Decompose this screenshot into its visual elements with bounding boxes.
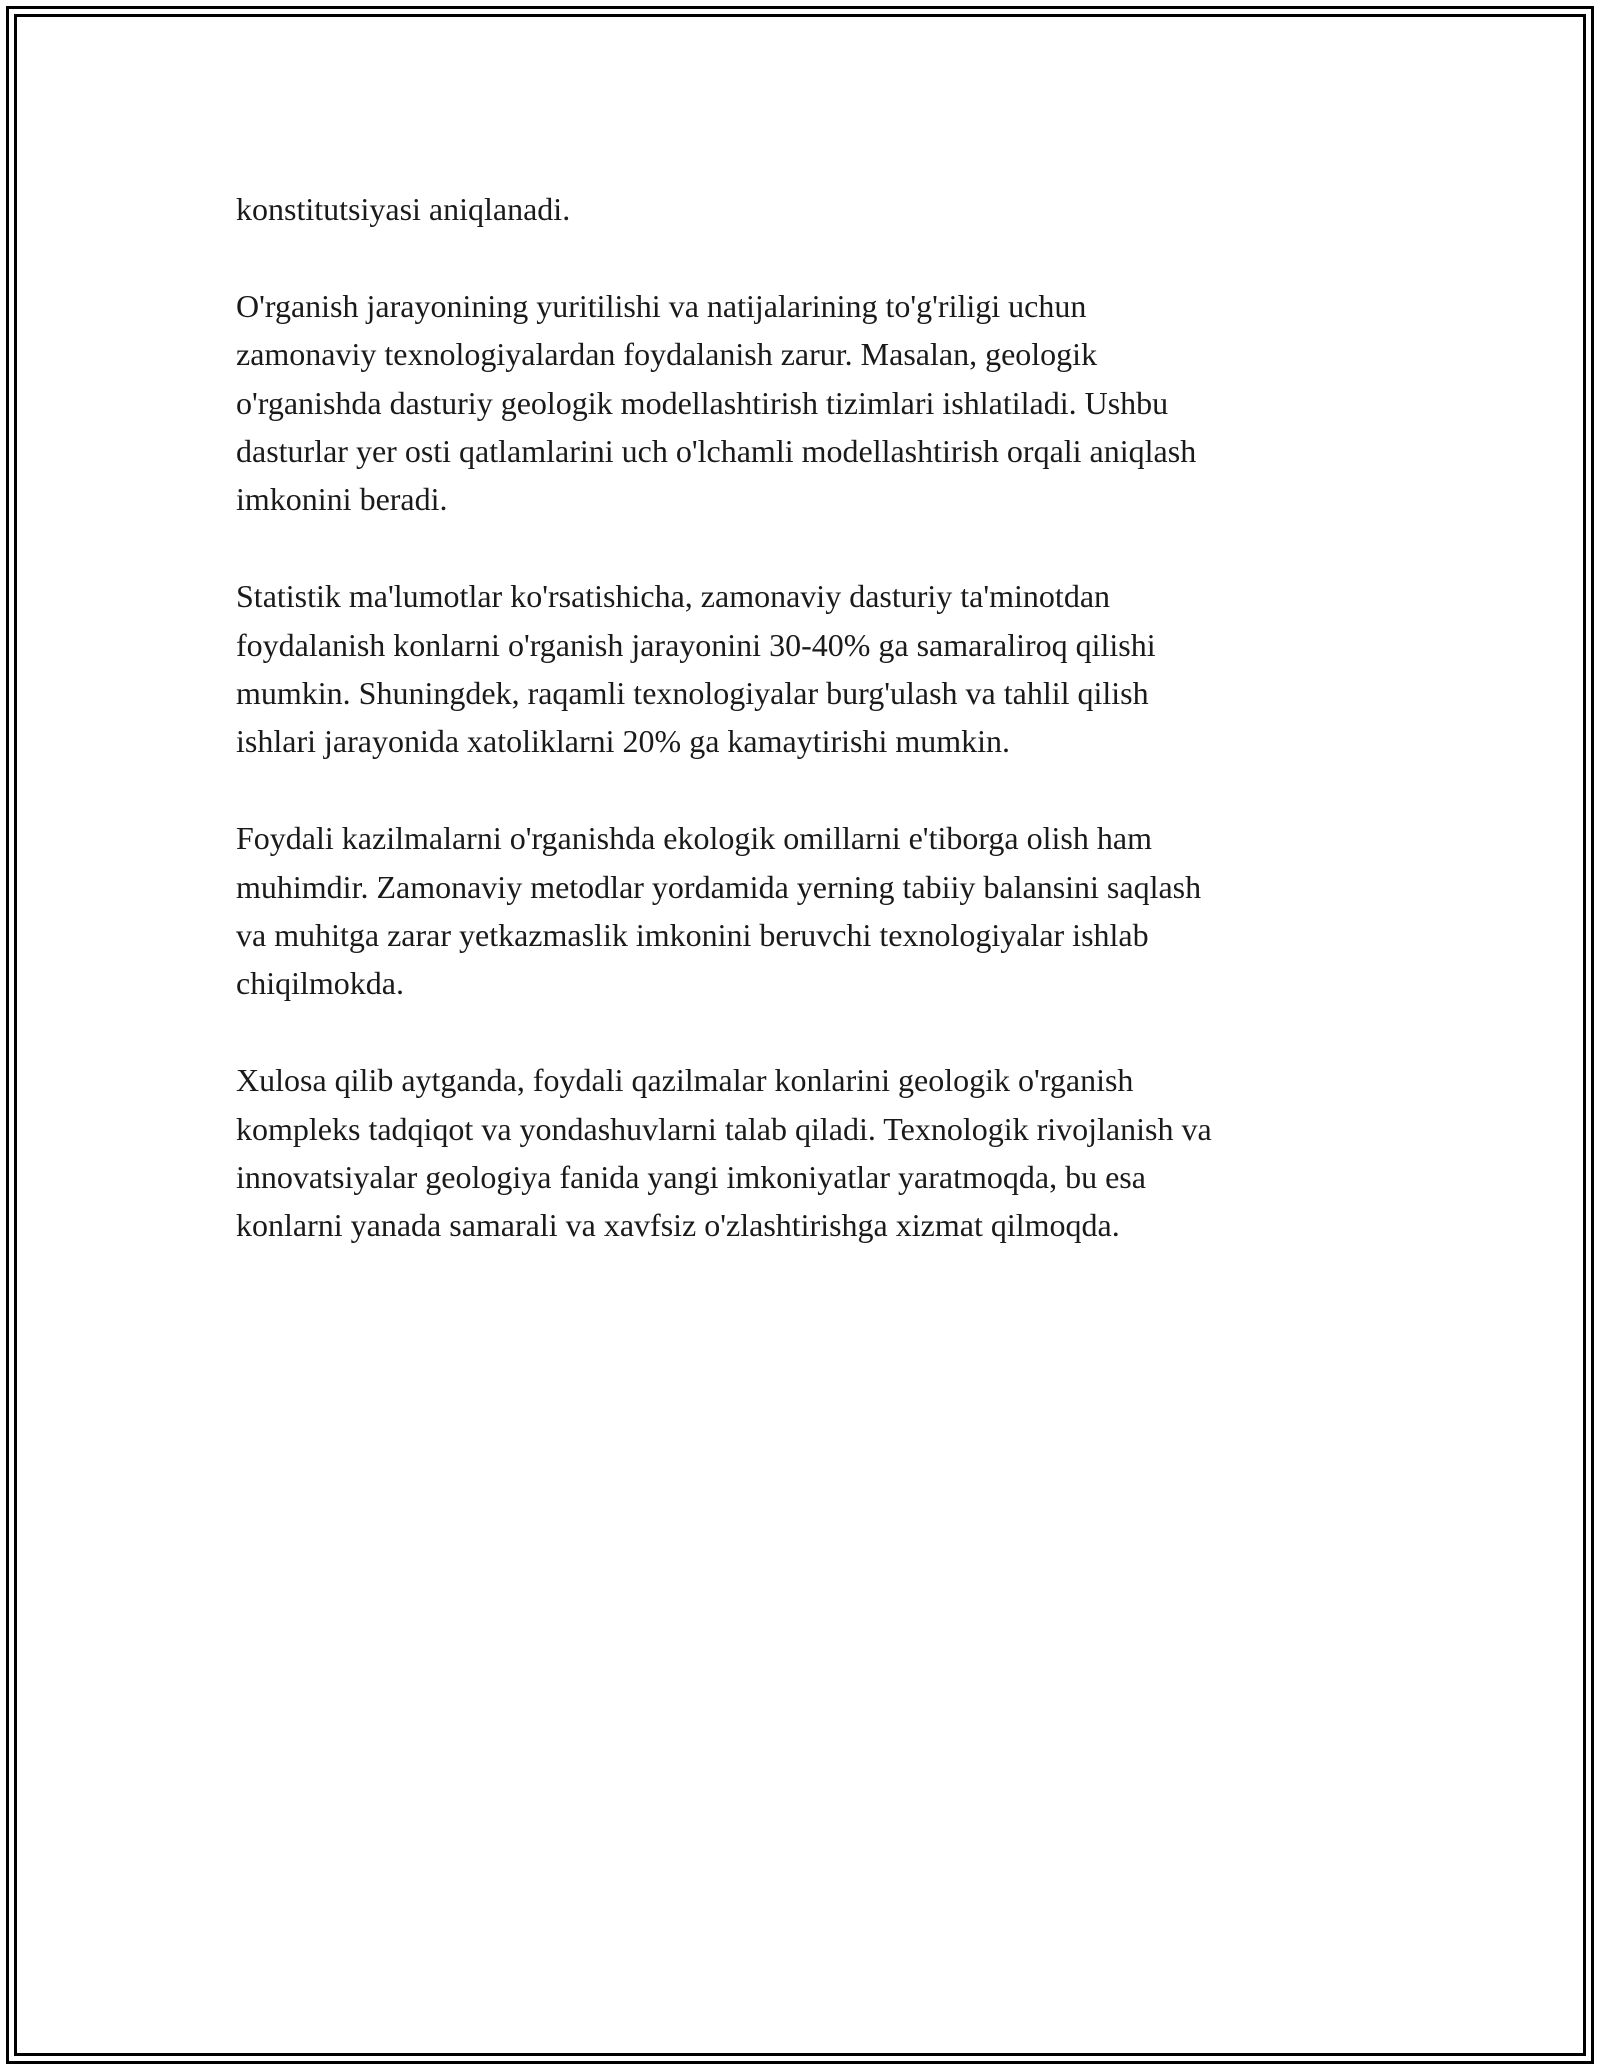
paragraph-1 xyxy=(236,185,1386,233)
text-line: foydalanish konlarni o'rganish jarayonini 30-40% ga samaraliroq qilishi xyxy=(236,626,1156,663)
text-line: va muhitga zarar yetkazmaslik imkonini beruvchi texnologiyalar ishlab xyxy=(236,917,1149,954)
document-body xyxy=(236,185,1386,1298)
text-line: konstitutsiyasi aniqlanadi. xyxy=(236,191,571,227)
text-line: O'rganish jarayonining yuritilishi va natijalarining to'g'riligi uchun xyxy=(236,287,1087,324)
text-line: dasturlar yer osti qatlamlarini uch o'lchamli modellashtirish orqali aniqlash xyxy=(236,433,1197,470)
text-line: muhimdir. Zamonaviy metodlar yordamida yerning tabiiy balansini saqlash xyxy=(236,868,1202,905)
text-line: Statistik ma'lumotlar ko'rsatishicha, zamonaviy dasturiy ta'minotdan xyxy=(236,578,1111,615)
text-line: Xulosa qilib aytganda, foydali qazilmalar konlarini geologik o'rganish xyxy=(236,1062,1134,1099)
text-line: kompleks tadqiqot va yondashuvlarni talab qiladi. Texnologik rivojlanish va xyxy=(236,1110,1212,1147)
paragraph-2 xyxy=(236,282,1386,524)
paragraph-5 xyxy=(236,1056,1386,1250)
text-line: konlarni yanada samarali va xavfsiz o'zlashtirishga xizmat qilmoqda. xyxy=(236,1207,1120,1244)
text-line: imkonini beradi. xyxy=(236,481,448,518)
paragraph-4 xyxy=(236,814,1386,1008)
text-line: ishlari jarayonida xatoliklarni 20% ga kamaytirishi mumkin. xyxy=(236,723,1011,760)
text-line: o'rganishda dasturiy geologik modellashtirish tizimlari ishlatiladi. Ushbu xyxy=(236,384,1169,421)
text-line: innovatsiyalar geologiya fanida yangi imkoniyatlar yaratmoqda, bu esa xyxy=(236,1159,1146,1196)
text-line: mumkin. Shuningdek, raqamli texnologiyalar burg'ulash va tahlil qilish xyxy=(236,675,1149,712)
text-line: chiqilmokda. xyxy=(236,965,404,1002)
text-line: zamonaviy texnologiyalardan foydalanish zarur. Masalan, geologik xyxy=(236,336,1098,373)
paragraph-3 xyxy=(236,572,1386,766)
text-line: Foydali kazilmalarni o'rganishda ekologik omillarni e'tiborga olish ham xyxy=(236,820,1152,857)
